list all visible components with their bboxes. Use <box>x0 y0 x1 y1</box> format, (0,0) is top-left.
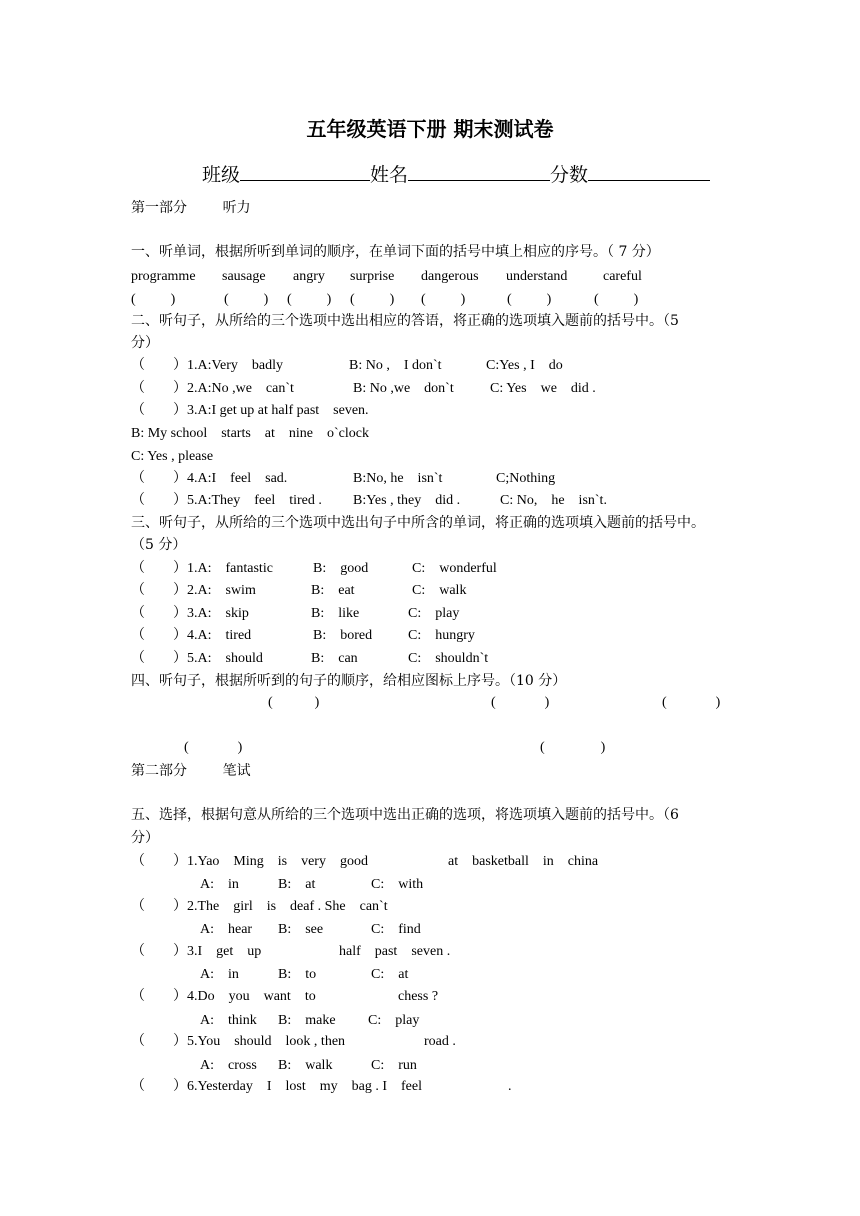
part-two-heading: 第二部分 笔试 <box>131 763 251 779</box>
picture-answer-paren[interactable]: ( ) <box>662 695 721 710</box>
word-item: understand <box>506 269 568 284</box>
word-item: sausage <box>222 269 266 284</box>
picture-answer-paren[interactable]: ( ) <box>268 695 320 710</box>
question-row: （ ）3.A: skip <box>131 606 249 621</box>
option-c: C: No, he isn`t. <box>500 493 607 508</box>
word-item: programme <box>131 269 196 284</box>
question-row: （ ）4.A:I feel sad. <box>131 471 288 486</box>
option-b: B: can <box>311 651 358 666</box>
section-two-heading: 二、听句子，从所给的三个选项中选出相应的答语，将正确的选项填入题前的括号中。（5 <box>131 313 679 329</box>
option-b: B: walk <box>278 1058 333 1073</box>
section-five-heading-cont: 分） <box>131 830 159 846</box>
question-row: （ ）5.A: should <box>131 651 263 666</box>
option-b: B: No ,we don`t <box>353 381 454 396</box>
option-c: C:Yes , I do <box>486 358 563 373</box>
word-item: surprise <box>350 269 395 284</box>
question-row-end: . <box>508 1079 512 1094</box>
answer-paren[interactable]: ( ) <box>594 292 639 307</box>
answer-paren[interactable]: ( ) <box>287 292 332 307</box>
option-c: C: Yes we did . <box>490 381 596 396</box>
question-row-end: road . <box>424 1034 456 1049</box>
option-b: B:No, he isn`t <box>353 471 443 486</box>
answer-paren[interactable]: ( ) <box>224 292 269 307</box>
question-row-end: at basketball in china <box>448 854 599 869</box>
option-c: C: play <box>368 1013 420 1028</box>
question-row: （ ）4.A: tired <box>131 628 252 643</box>
answer-paren[interactable]: ( ) <box>350 292 395 307</box>
page-title: 五年级英语下册 期末测试卷 <box>306 117 554 141</box>
part-one-heading: 第一部分 听力 <box>131 200 251 216</box>
class-blank[interactable] <box>240 160 370 181</box>
section-three-heading-cont: （5 分） <box>131 537 187 553</box>
option-c: C: play <box>408 606 460 621</box>
option-c: C: shouldn`t <box>408 651 489 666</box>
option-b: B: bored <box>313 628 373 643</box>
answer-paren[interactable]: ( ) <box>507 292 552 307</box>
class-label: 班级 <box>202 165 241 186</box>
question-row: （ ）4.Do you want to <box>131 989 316 1004</box>
option-c: C: find <box>371 922 421 937</box>
question-row-end: half past seven . <box>339 944 451 959</box>
name-blank[interactable] <box>408 160 550 181</box>
word-item: dangerous <box>421 269 479 284</box>
option-c: C: walk <box>412 583 467 598</box>
question-row: （ ）3.A:I get up at half past seven. <box>131 403 369 418</box>
option-b: B: see <box>278 922 324 937</box>
word-item: careful <box>603 269 642 284</box>
question-row: （ ）5.You should look , then <box>131 1034 346 1049</box>
option-a: A: in <box>200 967 239 982</box>
question-row: （ ）1.Yao Ming is very good <box>131 854 368 869</box>
question-row-end: chess ? <box>398 989 439 1004</box>
question-row: （ ）5.A:They feel tired . <box>131 493 322 508</box>
question-row: （ ）2.A: swim <box>131 583 256 598</box>
section-three-heading: 三、听句子，从所给的三个选项中选出句子中所含的单词，将正确的选项填入题前的括号中。 <box>131 515 705 531</box>
option-a: A: think <box>200 1013 257 1028</box>
option-c: C: Yes , please <box>131 449 214 464</box>
picture-answer-paren[interactable]: ( ) <box>491 695 550 710</box>
option-b: B:Yes , they did . <box>353 493 461 508</box>
question-row: （ ）1.A:Very badly <box>131 358 284 373</box>
answer-paren[interactable]: ( ) <box>131 292 176 307</box>
option-b: B: My school starts at nine o`clock <box>131 426 369 441</box>
option-a: A: cross <box>200 1058 257 1073</box>
score-blank[interactable] <box>588 160 710 181</box>
section-one-heading: 一、听单词，根据所听到单词的顺序，在单词下面的括号中填上相应的序号。（ 7 分） <box>131 244 660 260</box>
name-label: 姓名 <box>370 165 409 186</box>
question-row: （ ）2.A:No ,we can`t <box>131 381 294 396</box>
student-info-line <box>202 160 710 189</box>
section-four-heading: 四、听句子，根据所听到的句子的顺序，给相应图标上序号。（10 分） <box>131 673 567 689</box>
score-label: 分数 <box>550 165 589 186</box>
option-b: B: like <box>311 606 360 621</box>
option-c: C: with <box>371 877 424 892</box>
question-row: （ ）3.I get up <box>131 944 262 959</box>
option-b: B: to <box>278 967 317 982</box>
option-c: C: at <box>371 967 409 982</box>
option-b: B: make <box>278 1013 336 1028</box>
option-b: B: No , I don`t <box>349 358 442 373</box>
option-a: A: in <box>200 877 239 892</box>
section-five-heading: 五、选择，根据句意从所给的三个选项中选出正确的选项，将选项填入题前的括号中。（6 <box>131 807 679 823</box>
option-a: A: hear <box>200 922 253 937</box>
question-row: （ ）2.The girl is deaf . She can`t <box>131 899 388 914</box>
option-b: B: eat <box>311 583 355 598</box>
question-row: （ ）6.Yesterday I lost my bag . I feel <box>131 1079 422 1094</box>
option-b: B: good <box>313 561 369 576</box>
option-c: C;Nothing <box>496 471 556 486</box>
option-c: C: run <box>371 1058 417 1073</box>
option-c: C: wonderful <box>412 561 497 576</box>
word-item: angry <box>293 269 325 284</box>
picture-answer-paren[interactable]: ( ) <box>184 740 243 755</box>
picture-answer-paren[interactable]: ( ) <box>540 740 606 755</box>
question-row: （ ）1.A: fantastic <box>131 561 273 576</box>
option-c: C: hungry <box>408 628 475 643</box>
section-two-heading-cont: 分） <box>131 335 159 351</box>
answer-paren[interactable]: ( ) <box>421 292 466 307</box>
option-b: B: at <box>278 877 316 892</box>
